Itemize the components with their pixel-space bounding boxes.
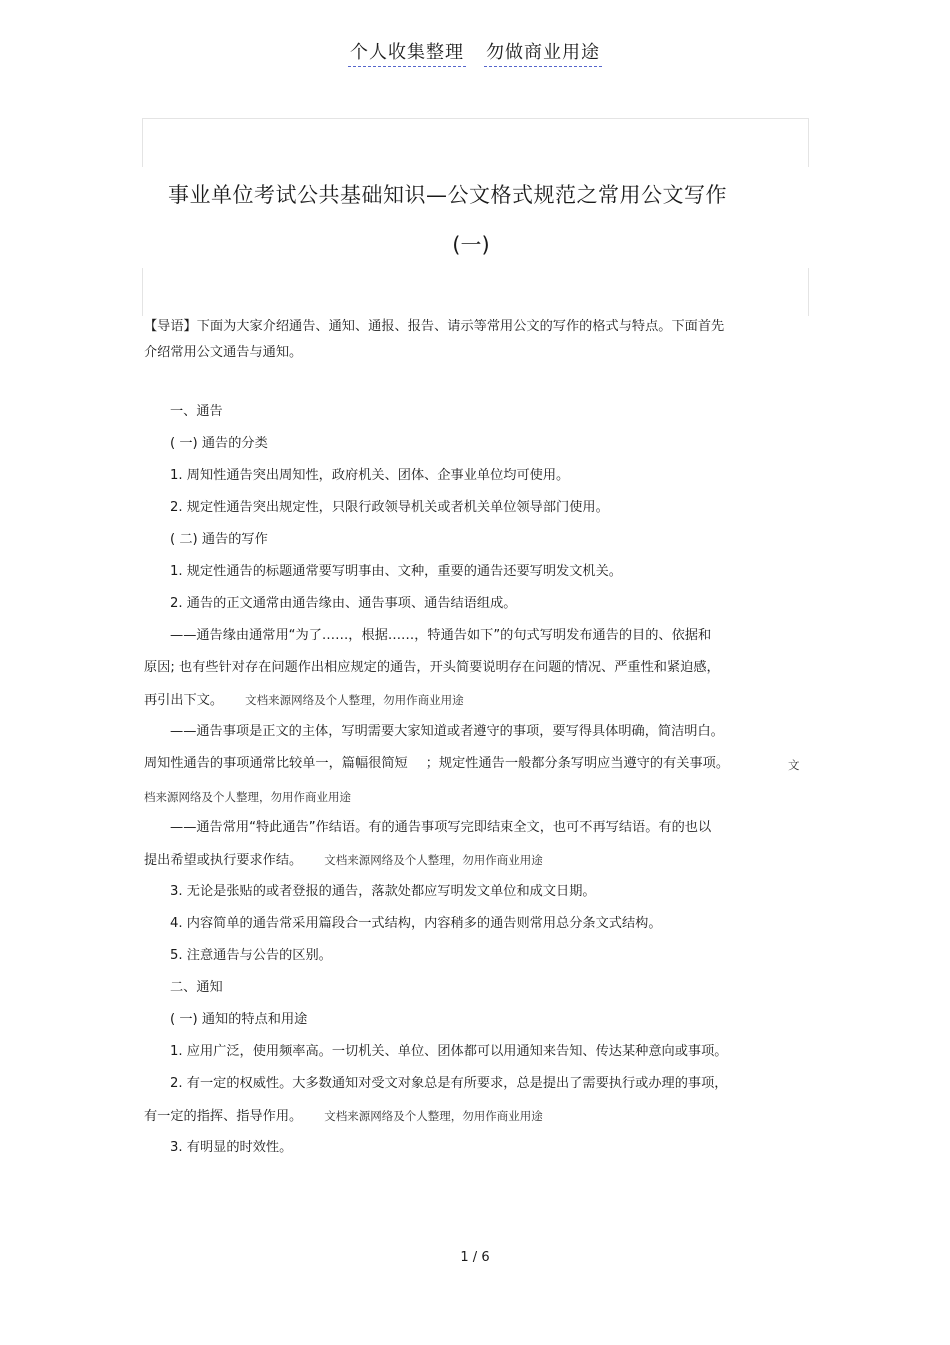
paragraph-line: 原因; 也有些针对存在问题作出相应规定的通告，开头简要说明存在问题的情况、严重性和紧迫感， [144, 660, 720, 675]
paragraph-text: 有一定的指挥、指导作用。 [144, 1109, 303, 1124]
list-item: 3. 无论是张贴的或者登报的通告，落款处都应写明发文单位和成文日期。 [170, 884, 596, 899]
section-heading-notice: 一、通告 [170, 404, 223, 419]
source-note: 文档来源网络及个人整理，勿用作商业用途 [324, 1109, 543, 1123]
page-number: 1 / 6 [460, 1250, 490, 1265]
list-item: 2. 有一定的权威性。大多数通知对受文对象总是有所要求，总是提出了需要执行或办理的事项， [170, 1076, 728, 1091]
title-frame-bottom [142, 268, 809, 316]
paragraph-text: 周知性通告的事项通常比较单一，篇幅很简短 [144, 756, 408, 771]
paragraph-line: ——通告事项是正文的主体，写明需要大家知道或者遵守的事项，要写得具体明确，简洁明白。 [170, 724, 724, 739]
header-left-text: 个人收集整理 [348, 42, 466, 67]
list-item: 3. 有明显的时效性。 [170, 1140, 293, 1155]
list-item: 4. 内容简单的通告常采用篇段合一式结构，内容稍多的通告则常用总分条文式结构。 [170, 916, 662, 931]
paragraph-text: 提出希望或执行要求作结。 [144, 853, 303, 868]
list-item: 1. 应用广泛，使用频率高。一切机关、单位、团体都可以用通知来告知、传达某种意向或事项。 [170, 1044, 728, 1059]
intro-line-2: 介绍常用公文通告与通知。 [144, 345, 303, 360]
paragraph-line [144, 850, 543, 871]
source-note: 文档来源网络及个人整理，勿用作商业用途 [245, 693, 464, 707]
source-note: 文档来源网络及个人整理，勿用作商业用途 [324, 853, 543, 867]
page-header [0, 40, 950, 66]
list-item: 5. 注意通告与公告的区别。 [170, 948, 332, 963]
subheading-notice-writing: ( 二) 通告的写作 [170, 532, 268, 547]
list-item: 1. 规定性通告的标题通常要写明事由、文种，重要的通告还要写明发文机关。 [170, 564, 622, 579]
source-note: 档来源网络及个人整理，勿用作商业用途 [144, 790, 351, 804]
list-item: 1. 周知性通告突出周知性，政府机关、团体、企事业单位均可使用。 [170, 468, 570, 483]
paragraph-line [144, 1106, 543, 1127]
header-right-text: 勿做商业用途 [484, 42, 602, 67]
intro-line-1: 【导语】下面为大家介绍通告、通知、通报、报告、请示等常用公文的写作的格式与特点。下面首先 [144, 319, 725, 334]
subheading-circular-features: ( 一) 通知的特点和用途 [170, 1012, 308, 1027]
paragraph-line [144, 690, 464, 711]
list-item: 2. 规定性通告突出规定性，只限行政领导机关或者机关单位领导部门使用。 [170, 500, 609, 515]
paragraph-line: ——通告常用“特此通告”作结语。有的通告事项写完即结束全文，也可不再写结语。有的也以 [170, 820, 712, 835]
source-note: 文 [788, 758, 800, 772]
paragraph-line: ——通告缘由通常用“为了……，根据……，特通告如下”的句式写明发布通告的目的、依据和 [170, 628, 712, 643]
paragraph-line [144, 754, 729, 774]
list-item: 2. 通告的正文通常由通告缘由、通告事项、通告结语组成。 [170, 596, 517, 611]
title-frame-top [142, 118, 809, 167]
document-title-suffix: (一) [452, 233, 490, 257]
document-title: 事业单位考试公共基础知识—公文格式规范之常用公文写作 [168, 183, 727, 207]
subheading-notice-types: ( 一) 通告的分类 [170, 436, 268, 451]
paragraph-text: 再引出下文。 [144, 693, 224, 708]
paragraph-text: ；规定性通告一般都分条写明应当遵守的有关事项。 [425, 756, 730, 771]
section-heading-circular: 二、通知 [170, 980, 223, 995]
